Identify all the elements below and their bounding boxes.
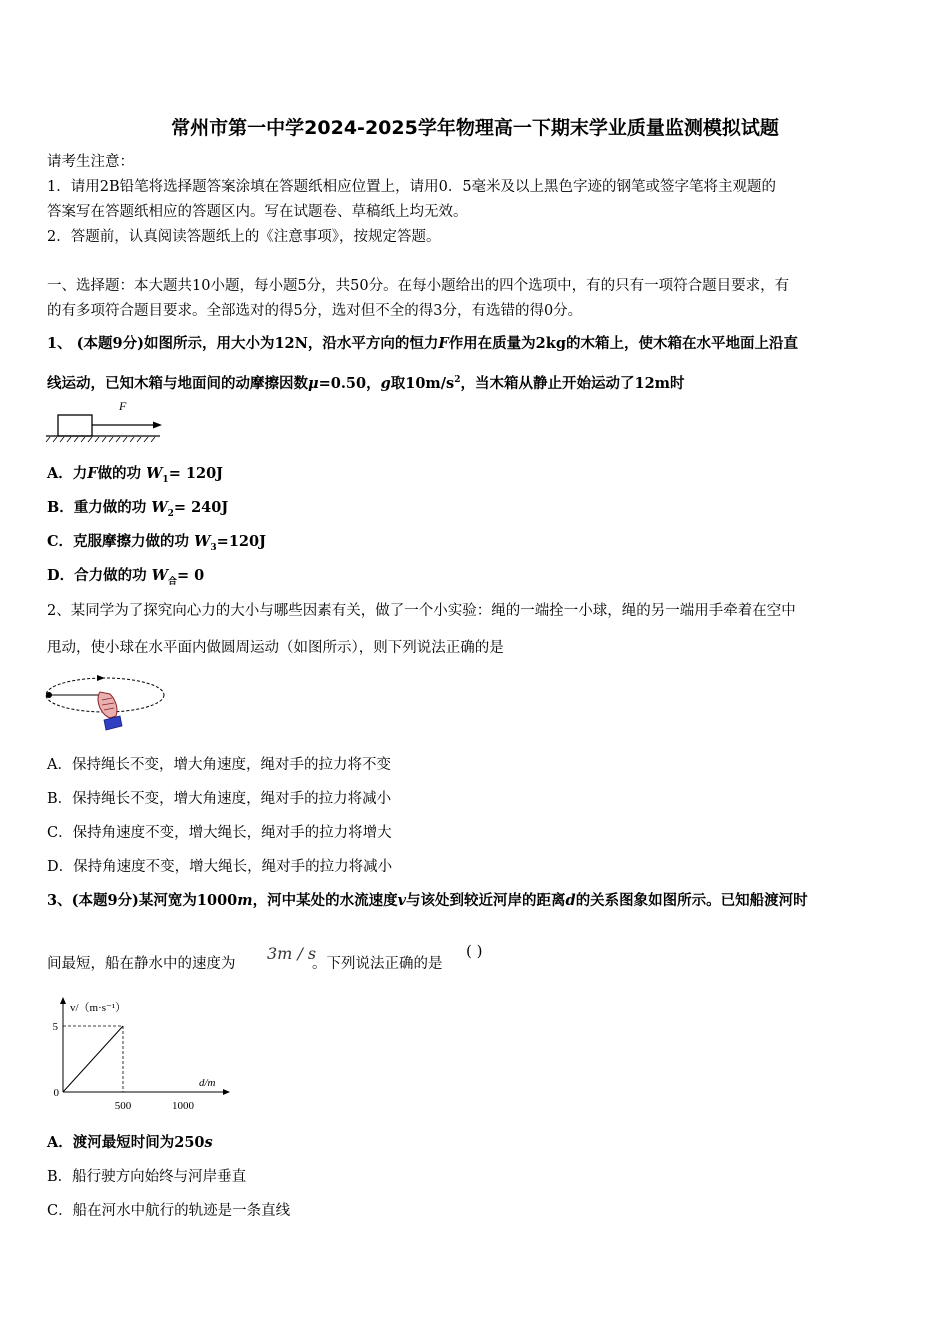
- y-axis-arrow: [60, 997, 66, 1004]
- q1-option-a[interactable]: A．力F做的功 $W_1= 120J$: [47, 465, 224, 485]
- force-arrow-head: [153, 422, 162, 429]
- q2-option-b[interactable]: B．保持绳长不变，增大角速度，绳对手的拉力将减小: [47, 791, 392, 807]
- notice-item-1: 1．请用2B铅笔将选择题答案涂填在答题纸相应位置上，请用0．5毫米及以上黑色字迹的钢笔或签字笔将主观题的: [47, 179, 777, 195]
- y-axis-label: v/（m·s⁻¹）: [70, 1002, 127, 1014]
- force-label: F: [119, 399, 127, 413]
- ball: [46, 692, 52, 698]
- x-axis-label: d/m: [199, 1077, 216, 1089]
- q3-answer-paren: ( ): [466, 942, 483, 960]
- section-intro: 一、选择题：本大题共10小题，每小题5分，共50分。在每小题给出的四个选项中，有的只有一项符合题目要求，有: [47, 278, 790, 294]
- x-tick-1000: 1000: [172, 1100, 194, 1112]
- x-tick-500: 500: [114, 1100, 132, 1112]
- q2-circular-motion-figure: [42, 670, 170, 740]
- notice-item-1-cont: 答案写在答题纸相应的答题区内。写在试题卷、草稿纸上均无效。: [47, 204, 468, 220]
- x-axis-arrow: [223, 1089, 230, 1095]
- q3-stem-line2-b: 。下列说法正确的是: [312, 956, 443, 972]
- q1-option-c[interactable]: C．克服摩擦力做的功 $W_3=120J$: [47, 533, 266, 553]
- q3-option-c[interactable]: C．船在河水中航行的轨迹是一条直线: [47, 1203, 291, 1219]
- q3-stem-line2-a: 间最短，船在静水中的速度为: [47, 956, 236, 972]
- notice-item-2: 2．答题前，认真阅读答题纸上的《注意事项》，按规定答题。: [47, 229, 441, 245]
- q1-stem-line1: 1、 (本题9分)如图所示，用大小为12N，沿水平方向的恒力F作用在质量为2kg的木箱上，使木箱在水平地面上沿直: [47, 335, 798, 352]
- ground-hatching: [46, 437, 155, 442]
- q1-stem-line2: 线运动，已知木箱与地面间的动摩擦因数μ=0.50，g取$10m/s^2$，当木箱从静止开始运动了12m时: [47, 374, 685, 392]
- velocity-line: [63, 1026, 123, 1092]
- page-title: 常州市第一中学2024-2025学年物理高一下期末学业质量监测模拟试题: [171, 117, 779, 139]
- q3-option-a[interactable]: A．渡河最短时间为250s: [47, 1134, 213, 1151]
- q3-stem-line1: 3、(本题9分)某河宽为1000m，河中某处的水流速度v与该处到较近河岸的距离d的关系图象如图所示。已知船渡河时: [47, 892, 808, 909]
- q3-option-b[interactable]: B．船行驶方向始终与河岸垂直: [47, 1169, 247, 1185]
- q2-stem-line2: 甩动，使小球在水平面内做圆周运动（如图所示），则下列说法正确的是: [47, 640, 504, 656]
- q2-option-d[interactable]: D．保持角速度不变，增大绳长，绳对手的拉力将减小: [47, 859, 393, 875]
- section-intro-cont: 的有多项符合题目要求。全部选对的得5分，选对但不全的得3分，有选错的得0分。: [47, 303, 583, 319]
- hand-icon: [98, 692, 122, 730]
- q2-stem-line1: 2、某同学为了探究向心力的大小与哪些因素有关，做了一个小实验：绳的一端拴一小球，绳的另一端用手牵着在空中: [47, 603, 796, 619]
- q1-option-b[interactable]: B．重力做的功 $W_2= 240J$: [47, 499, 229, 519]
- q3-boat-speed: 3m / s: [267, 944, 317, 963]
- notice-heading: 请考生注意：: [47, 154, 134, 170]
- x-tick-0: 0: [53, 1087, 59, 1099]
- q2-option-c[interactable]: C．保持角速度不变，增大绳长，绳对手的拉力将增大: [47, 825, 392, 841]
- q1-box-figure: [44, 396, 164, 444]
- q2-option-a[interactable]: A．保持绳长不变，增大角速度，绳对手的拉力将不变: [47, 757, 391, 773]
- q3-velocity-distance-chart: [44, 994, 234, 1118]
- q1-option-d[interactable]: D．合力做的功 $W_合= 0$: [47, 567, 205, 587]
- y-tick-5: 5: [52, 1021, 58, 1033]
- direction-arrow: [97, 675, 105, 681]
- wooden-box: [58, 415, 92, 436]
